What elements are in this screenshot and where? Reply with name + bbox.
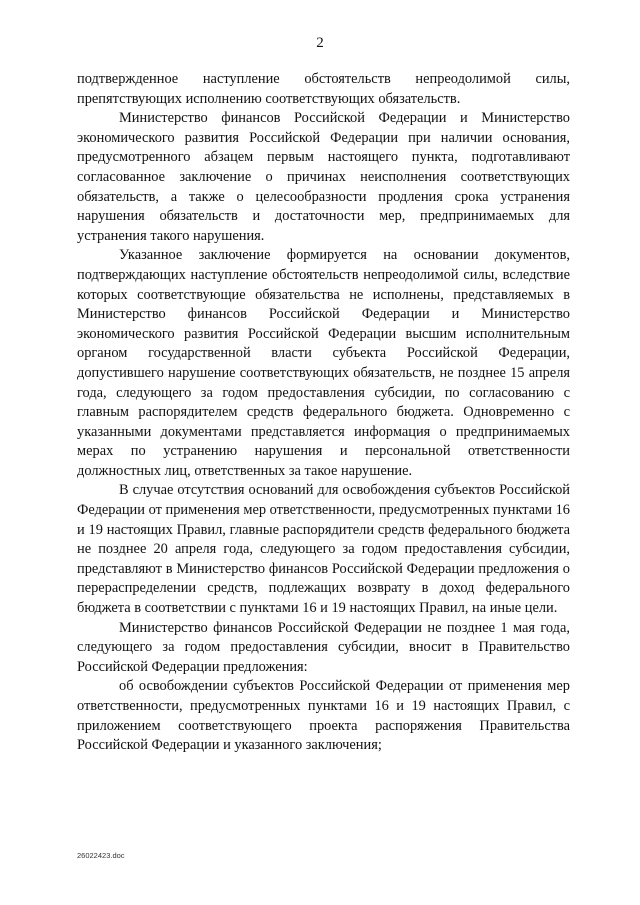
paragraph-joint-conclusion: Министерство финансов Российской Федерации и Министерство экономического развития Российской Федерации при наличии основания, предусмотренного абзацем первым настоящего пункта, подготавливают согласованное заключение о причинах неисполнения соответствующих обязательств, а также о целесообразности продления срока устранения нарушения обязательств и достаточности мер, предпринимаемых для устранения такого нарушения. bbox=[77, 110, 570, 244]
document-body bbox=[77, 70, 570, 756]
paragraph-conclusion-basis: Указанное заключение формируется на основании документов, подтверждающих наступление обстоятельств непреодолимой силы, вследствие которых соответствующие обязательства не исполнены, представляемых в Министерство финансов Российской Федерации и Министерство экономического развития Российской Федерации высшим исполнительным органом государственной власти субъекта Российской Федерации, допустившего нарушение соответствующих обязательств, не позднее 15 апреля года, следующего за годом предоставления субсидии, по согласованию с главным распорядителем средств федерального бюджета. Одновременно с указанными документами представляется информация о предпринимаемых мерах по устранению нарушения и персональной ответственности должностных лиц, ответственных за такое нарушение. bbox=[77, 247, 570, 479]
footer-filename: 26022423.doc bbox=[77, 851, 125, 860]
paragraph-release-from-liability: об освобождении субъектов Российской Федерации от применения мер ответственности, предусмотренных пунктами 16 и 19 настоящих Правил, с приложением соответствующего проекта распоряжения Правительства Российской Федерации и указанного заключения; bbox=[77, 678, 570, 754]
paragraph-ministry-proposals: Министерство финансов Российской Федерации не позднее 1 мая года, следующего за годом предоставления субсидии, вносит в Правительство Российской Федерации предложения: bbox=[77, 619, 570, 675]
paragraph-continuation: подтвержденное наступление обстоятельств непреодолимой силы, препятствующих исполнению соответствующих обязательств. bbox=[77, 71, 570, 107]
paragraph-no-grounds: В случае отсутствия оснований для освобождения субъектов Российской Федерации от применения мер ответственности, предусмотренных пунктами 16 и 19 настоящих Правил, главные распорядители средств федерального бюджета не позднее 20 апреля года, следующего за годом предоставления субсидии, представляют в Министерство финансов Российской Федерации предложения о перераспределении средств, подлежащих возврату в доход федерального бюджета в соответствии с пунктами 16 и 19 настоящих Правил, на иные цели. bbox=[77, 482, 570, 617]
page-number: 2 bbox=[316, 35, 324, 51]
